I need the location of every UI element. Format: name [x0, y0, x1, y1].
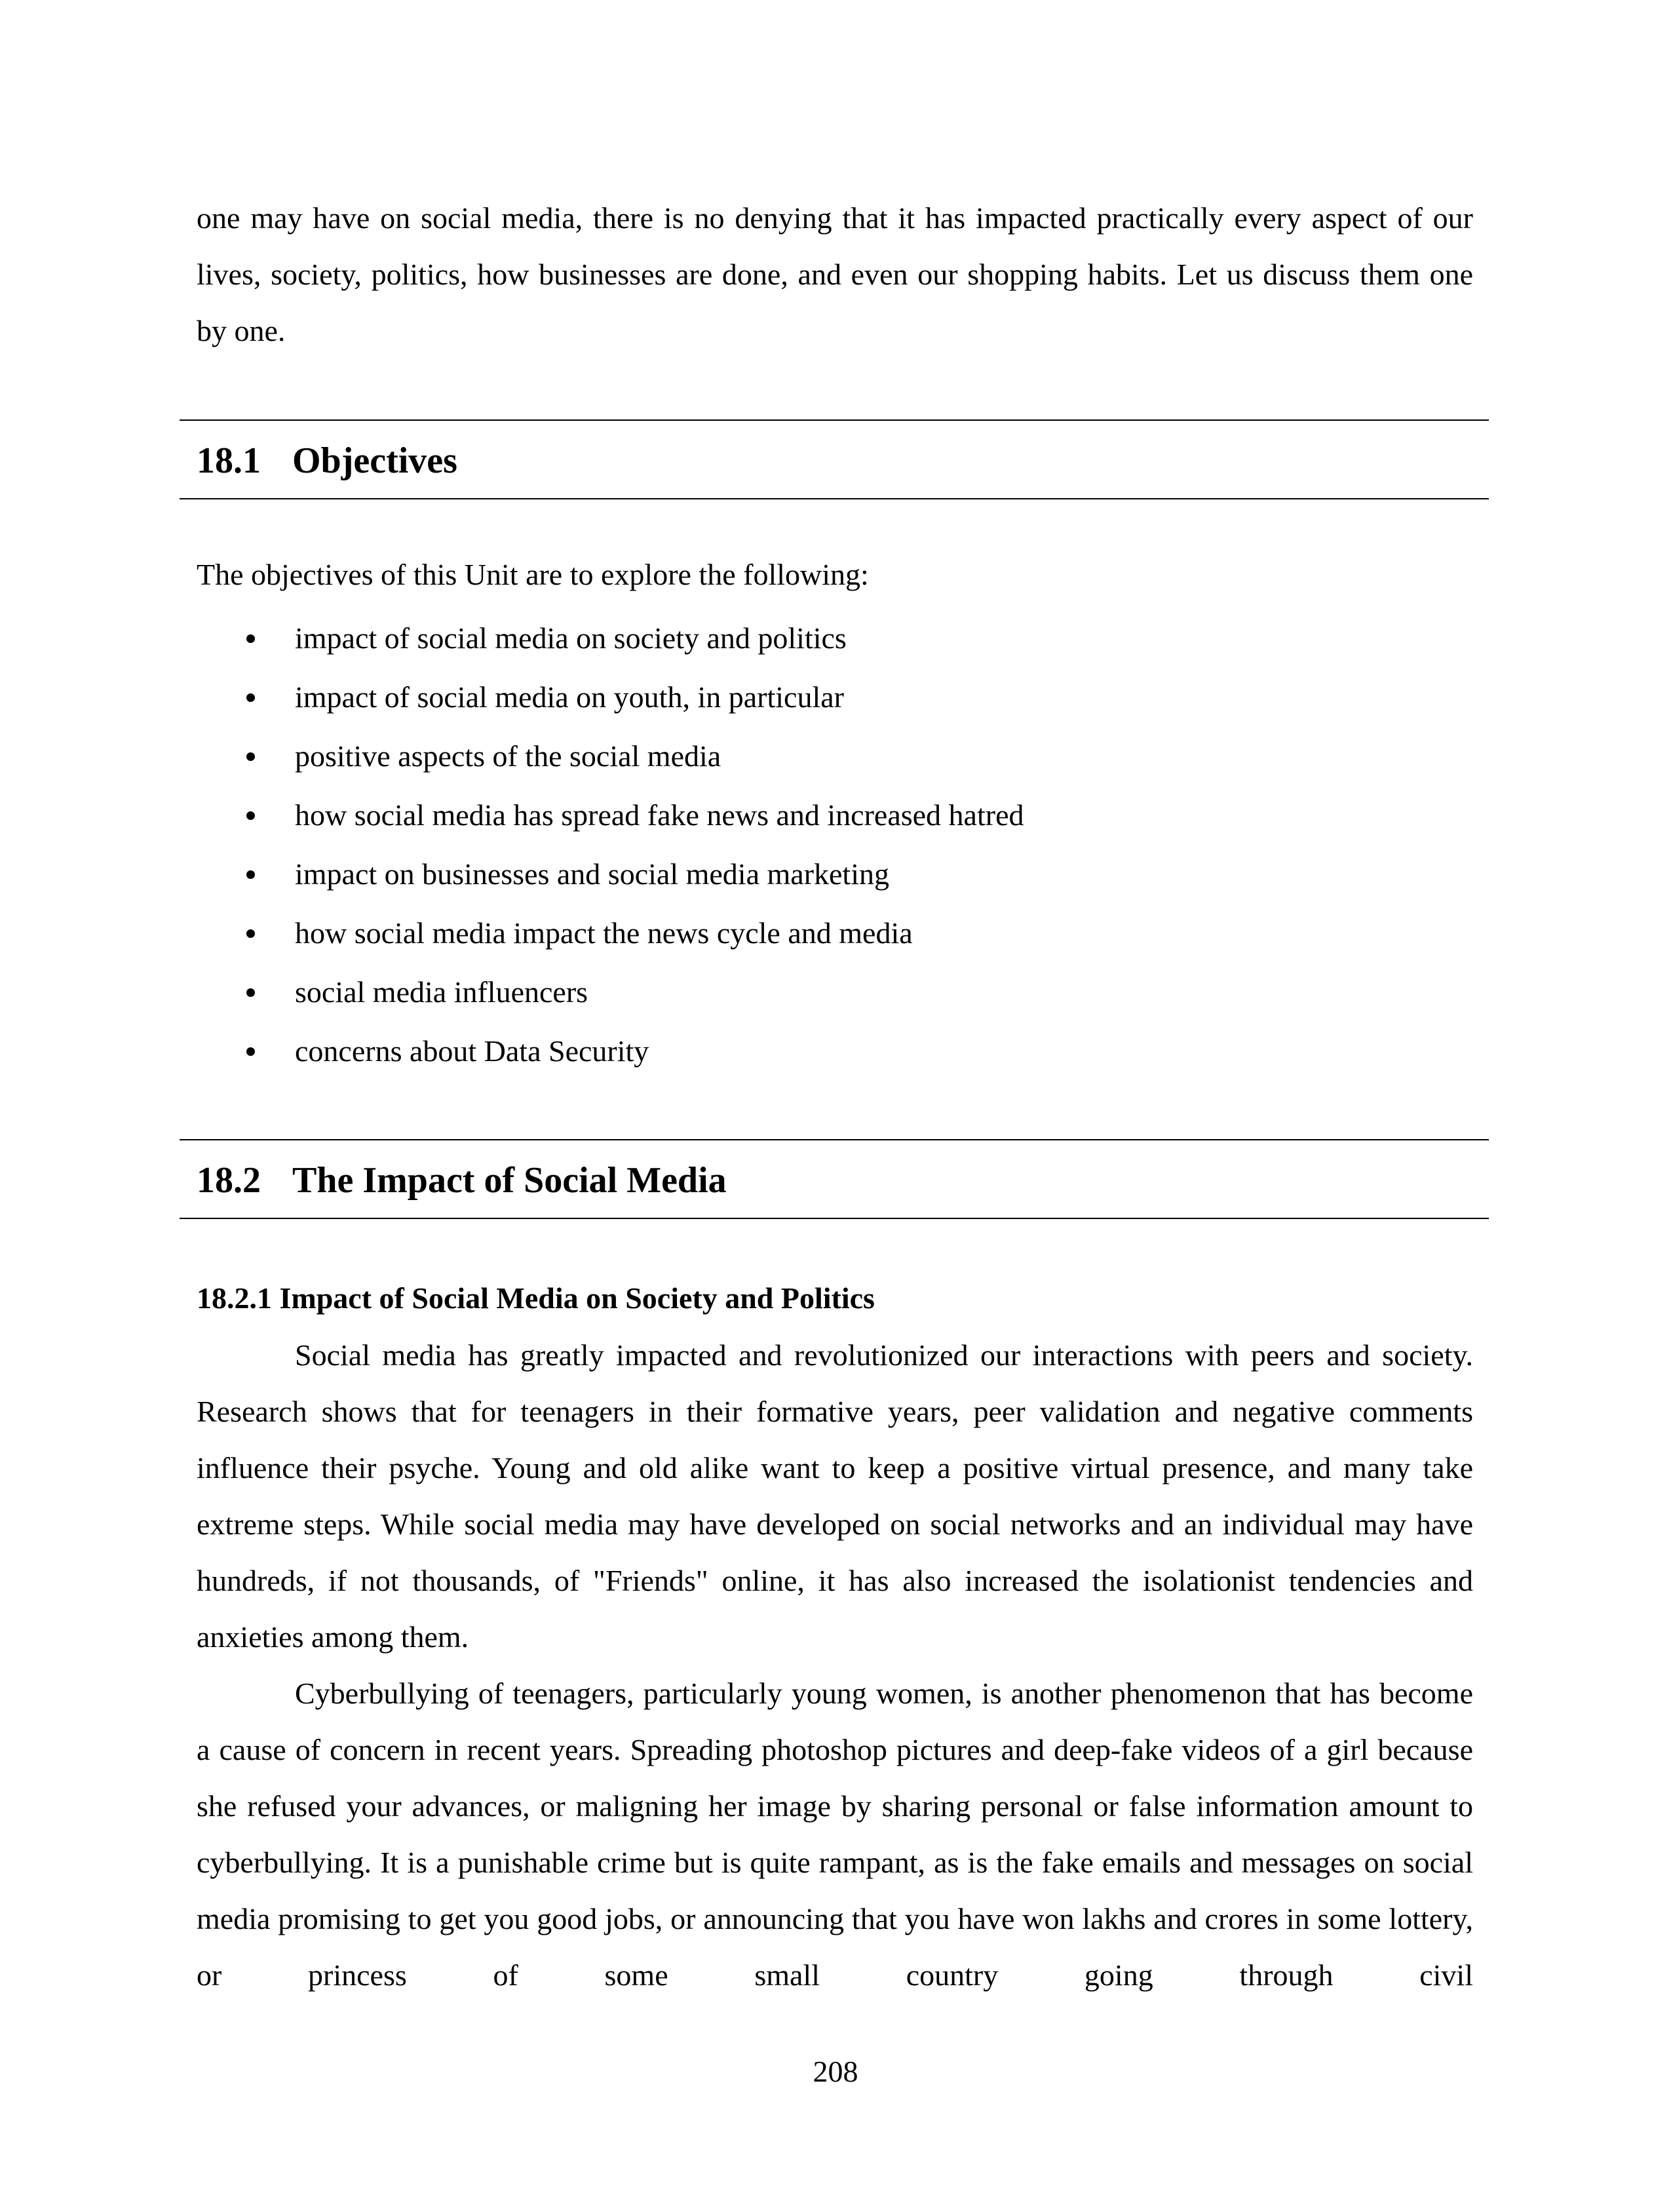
list-item — [197, 846, 1473, 905]
bullet-icon — [246, 693, 255, 702]
list-item — [197, 728, 1473, 787]
bullet-icon — [246, 811, 255, 820]
list-item — [197, 669, 1473, 728]
section-rule-top — [180, 419, 1489, 421]
list-item-text: impact of social media on youth, in particular — [295, 680, 844, 714]
page-number: 208 — [813, 2055, 858, 2088]
body-paragraph: Cyberbullying of teenagers, particularly young women, is another phenomenon that has become a cause of concern in recent years. Spreading photoshop pictures and deep-fake videos of a girl because she refused your advances, or maligning her image by sharing personal or false information amount to cyberbullying. It is a punishable crime but is quite rampant, as is the fake emails and messages on social media promising to get you good jobs, or announcing that you have won lakhs and crores in some lottery, or princess of some small country going through civil — [197, 1677, 1473, 1992]
list-item-text: concerns about Data Security — [295, 1034, 649, 1068]
list-item-text: positive aspects of the social media — [295, 739, 721, 773]
section-rule-bottom — [180, 498, 1489, 499]
section-heading-objectives — [197, 438, 457, 484]
list-item-text: how social media has spread fake news and increased hatred — [295, 798, 1024, 832]
section-number: 18.1 — [197, 440, 261, 481]
list-item-text: impact on businesses and social media marketing — [295, 857, 889, 891]
section-rule-bottom — [180, 1218, 1489, 1219]
list-item — [197, 787, 1473, 846]
objectives-lead: The objectives of this Unit are to explore the following: — [197, 558, 869, 591]
list-item-text: how social media impact the news cycle and media — [295, 916, 913, 950]
bullet-icon — [246, 1047, 255, 1056]
bullet-icon — [246, 634, 255, 643]
section-heading-impact — [197, 1157, 727, 1203]
section-number: 18.2 — [197, 1160, 261, 1201]
bullet-icon — [246, 929, 255, 938]
section-title: The Impact of Social Media — [292, 1160, 727, 1201]
section-title: Objectives — [292, 440, 457, 481]
list-item — [197, 964, 1473, 1023]
list-item-text: impact of social media on society and politics — [295, 621, 847, 655]
bullet-icon — [246, 870, 255, 879]
list-item-text: social media influencers — [295, 975, 588, 1009]
objectives-list — [197, 610, 1473, 1082]
bullet-icon — [246, 988, 255, 997]
list-item — [197, 610, 1473, 669]
body-text — [197, 1327, 1473, 2004]
list-item — [197, 905, 1473, 964]
intro-paragraph: one may have on social media, there is no denying that it has impacted practically every aspect of our lives, society, politics, how businesses are done, and even our shopping habits. Let us discuss them one by one. — [197, 201, 1473, 347]
section-rule-top — [180, 1139, 1489, 1140]
body-paragraph: Social media has greatly impacted and revolutionized our interactions with peers and society. Research shows that for teenagers in their formative years, peer validation and negative comments influence their psyche. Young and old alike want to keep a positive virtual presence, and many take extreme steps. While social media may have developed on social networks and an individual may have hundreds, if not thousands, of "Friends" online, it has also increased the isolationist tendencies and anxieties among them. — [197, 1338, 1473, 1654]
subsection-heading: 18.2.1 Impact of Social Media on Society and Politics — [197, 1281, 875, 1315]
bullet-icon — [246, 752, 255, 761]
list-item — [197, 1023, 1473, 1082]
